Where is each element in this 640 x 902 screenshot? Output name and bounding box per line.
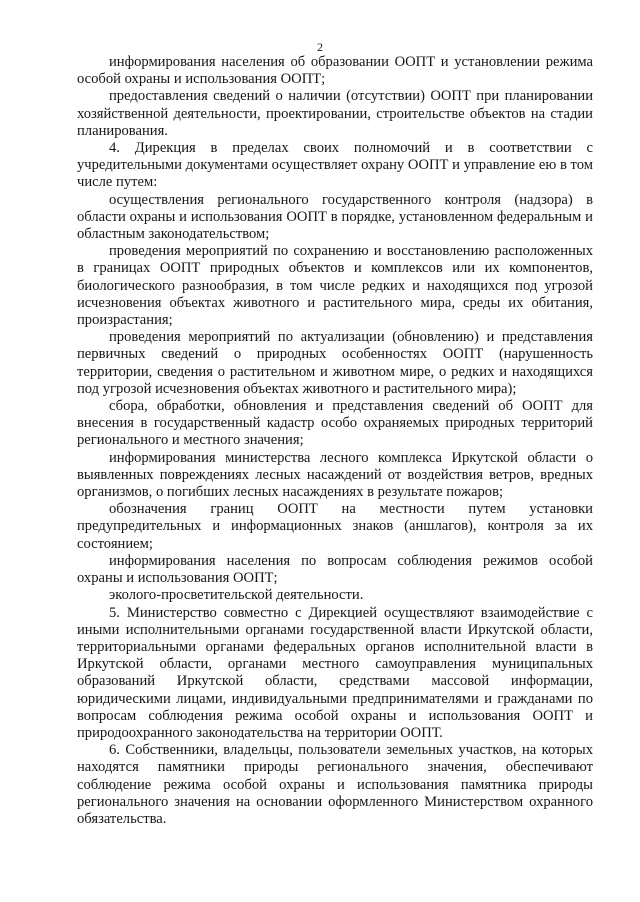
paragraph: эколого-просветительской деятельности.	[109, 587, 364, 604]
page-number: 2	[317, 40, 323, 54]
paragraph: информирования населения по вопросам соблюдения режимов особой охраны и использования ООПТ;	[77, 552, 593, 587]
paragraph: проведения мероприятий по сохранению и восстановлению расположенных в границах ООПТ природных объектов и комплексов или их компонентов, биологического разнообразия, в том числе редких и находящихся под угрозой исчезновения объектах животного и растительного мира, среды их обитания, произрастания;	[77, 243, 593, 329]
paragraph: сбора, обработки, обновления и представления сведений об ООПТ для внесения в государственный кадастр особо охраняемых природных территорий регионального и местного значения;	[77, 398, 593, 449]
paragraph-item-5: 5. Министерство совместно с Дирекцией осуществляют взаимодействие с иными исполнительными органами государственной власти Иркутской области, территориальными органами федеральных органов исполнительной власти в Иркутской области, органами местного самоуправления муниципальных образований Иркутской области, средствами массовой информации, юридическими лицами, индивидуальными предпринимателями и гражданами по вопросам соблюдения режима особой охраны и использования ООПТ и природоохранного законодательства на территории ООПТ.	[77, 604, 593, 741]
paragraph: информирования населения об образовании ООПТ и установлении режима особой охраны и использования ООПТ;	[77, 54, 593, 88]
paragraph: обозначения границ ООПТ на местности путем установки предупредительных и информационных знаков (аншлагов), контроля за их состоянием;	[77, 501, 593, 552]
paragraph: информирования министерства лесного комплекса Иркутской области о выявленных повреждениях лесных насаждений от воздействия ветров, вредных организмов, о погибших лесных насаждениях в результате пожаров;	[77, 449, 593, 501]
paragraph: проведения мероприятий по актуализации (обновлению) и представления первичных сведений о природных особенностях ООПТ (нарушенность территории, сведения о растительном и животном мире, о редких и находящихся под угрозой исчезновения объектах животного и растительного мира);	[77, 329, 593, 397]
paragraph-item-6: 6. Собственники, владельцы, пользователи земельных участков, на которых находятся памятники природы регионального значения, обеспечивают соблюдение режима особой охраны и использования памятника природы регионального значения на основании оформленного Министерством охранного обязательства.	[77, 742, 593, 827]
paragraph-item-4: 4. Дирекция в пределах своих полномочий и в соответствии с учредительными документами осуществляет охрану ООПТ и управление ею в том числе путем:	[77, 140, 593, 191]
paragraph: осуществления регионального государственного контроля (надзора) в области охраны и использования ООПТ в порядке, установленном федеральным и областным законодательством;	[77, 191, 593, 243]
paragraph: предоставления сведений о наличии (отсутствии) ООПТ при планировании хозяйственной деятельности, проектировании, строительстве объектов на стадии планирования.	[77, 88, 593, 139]
document-body	[77, 54, 593, 828]
